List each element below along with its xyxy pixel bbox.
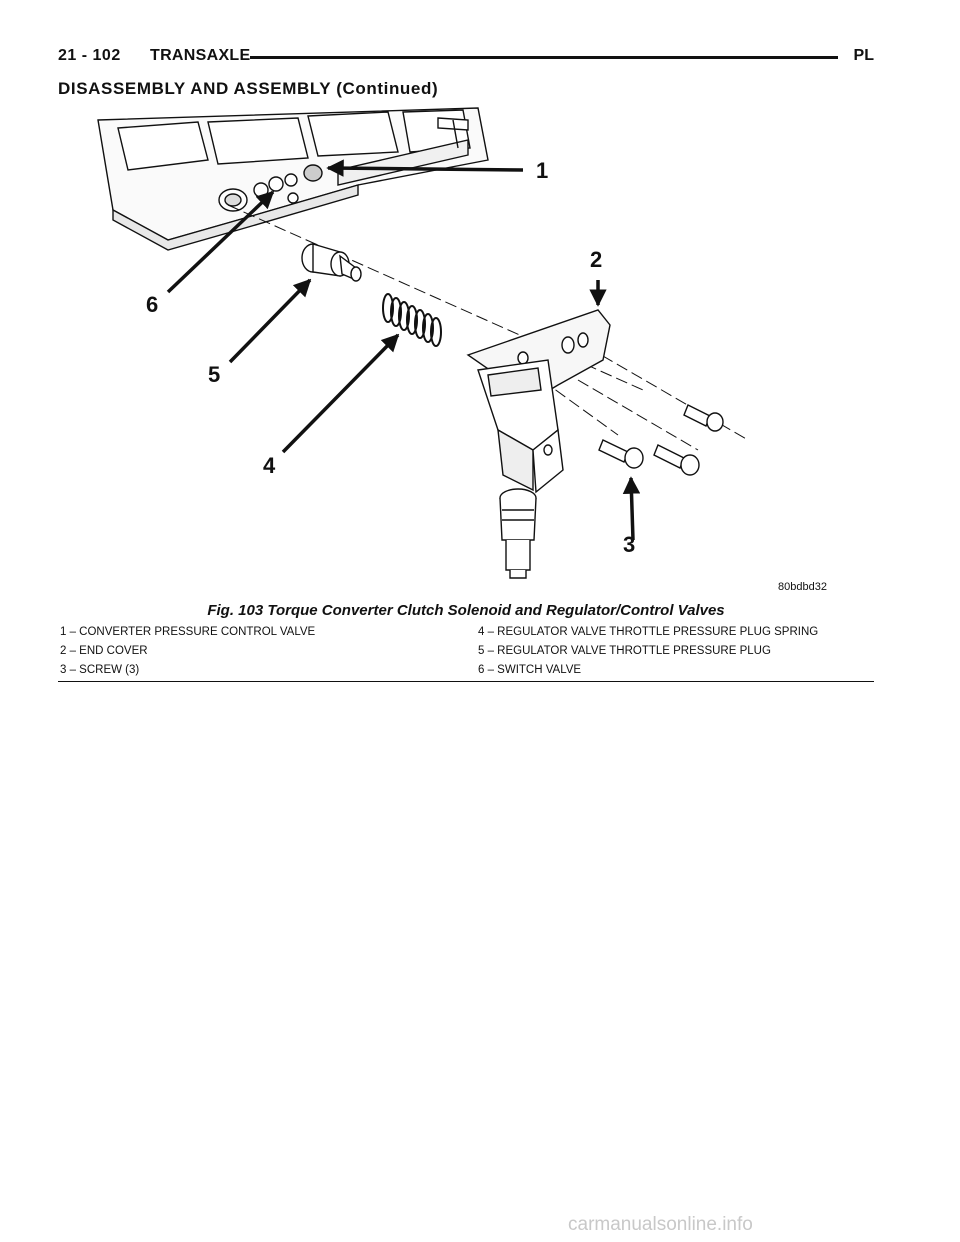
callout-3: 3 <box>623 532 636 557</box>
throttle-pressure-plug-spring <box>383 294 441 346</box>
legend-item: 1 – CONVERTER PRESSURE CONTROL VALVE <box>60 626 316 638</box>
legend-item: 2 – END COVER <box>60 645 148 657</box>
callout-1: 1 <box>536 158 549 183</box>
figure-caption: Fig. 103 Torque Converter Clutch Solenoid and Regulator/Control Valves <box>207 602 725 619</box>
header-rule <box>250 56 838 59</box>
callout-2: 2 <box>590 247 603 272</box>
legend-item: 6 – SWITCH VALVE <box>478 664 582 676</box>
legend-bottom-rule <box>58 681 874 682</box>
page-number: 21 - 102 <box>58 47 121 64</box>
legend-item: 4 – REGULATOR VALVE THROTTLE PRESSURE PLUG SPRING <box>478 626 819 638</box>
figure-illustration <box>58 100 874 600</box>
legend-column-right <box>478 623 818 680</box>
legend-item: 3 – SCREW (3) <box>60 664 140 676</box>
valve-body <box>98 108 488 250</box>
callout-4: 4 <box>263 453 276 478</box>
model-code: PL <box>853 47 874 64</box>
exploded-view-drawing <box>58 100 874 600</box>
section-title: TRANSAXLE <box>150 47 251 64</box>
image-code: 80bdbd32 <box>778 581 827 593</box>
section-subtitle: DISASSEMBLY AND ASSEMBLY (Continued) <box>58 79 439 98</box>
end-cover-solenoid <box>468 310 610 578</box>
legend-column-left <box>60 623 315 680</box>
legend-item: 5 – REGULATOR VALVE THROTTLE PRESSURE PLUG <box>478 645 771 657</box>
screws <box>599 405 723 475</box>
throttle-pressure-plug <box>302 244 361 281</box>
page-header <box>58 47 874 73</box>
callout-5: 5 <box>208 362 221 387</box>
callout-6: 6 <box>146 292 159 317</box>
watermark: carmanualsonline.info <box>568 1214 753 1235</box>
